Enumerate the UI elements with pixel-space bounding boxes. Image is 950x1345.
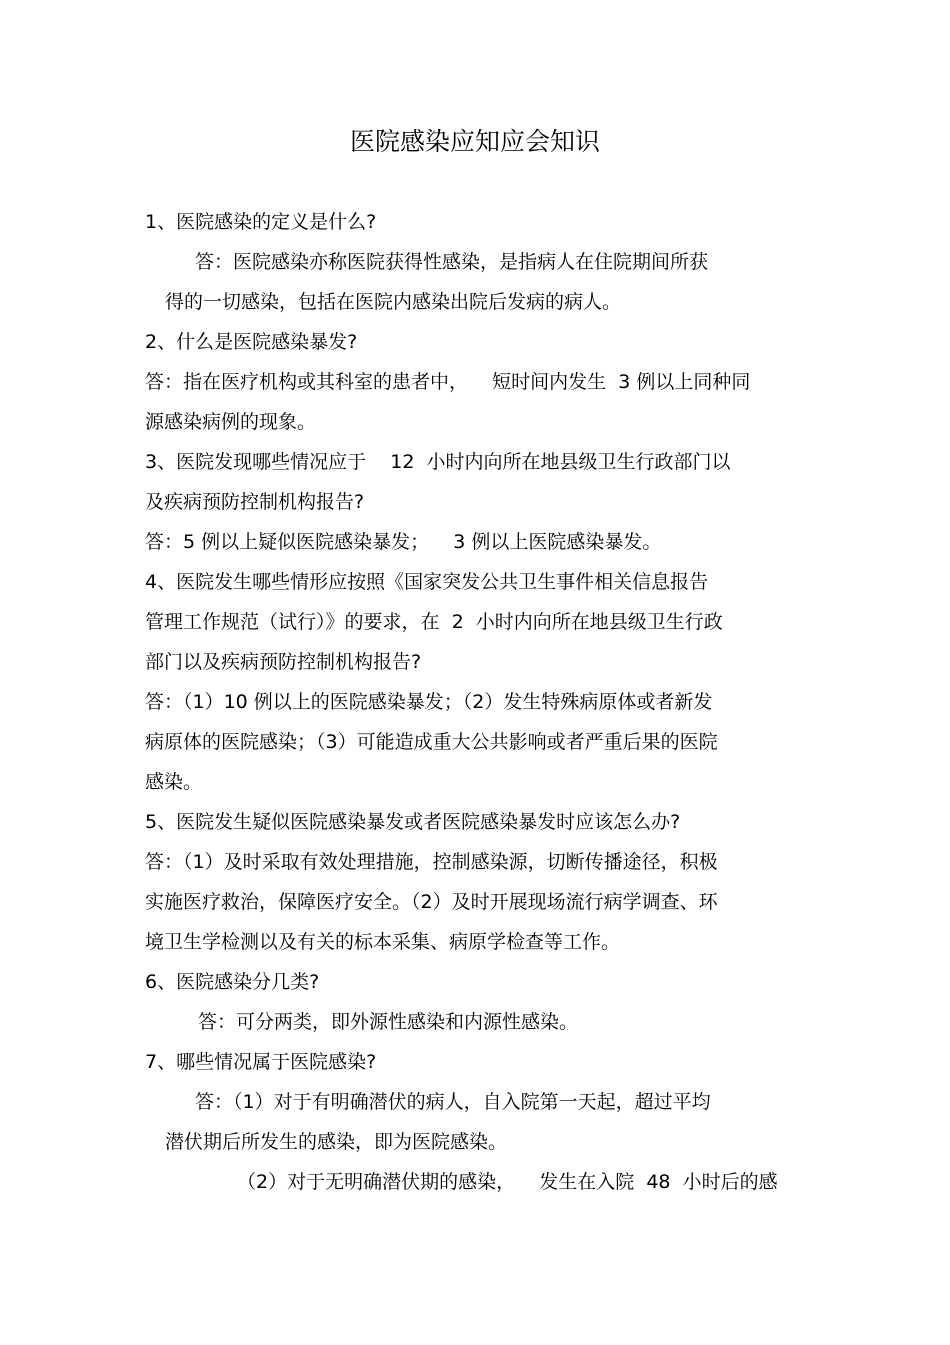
- answer-6: 答：可分两类，即外源性感染和内源性感染。: [198, 1011, 579, 1033]
- answer-3: 答：5 例以上疑似医院感染暴发； 3 例以上医院感染暴发。: [145, 531, 662, 553]
- answer-5-line-2: 实施医疗救治，保障医疗安全。（2）及时开展现场流行病学调查、环: [145, 891, 718, 913]
- question-4-line-1: 4、医院发生哪些情形应按照《国家突发公共卫生事件相关信息报告: [145, 571, 709, 593]
- answer-4-line-3: 感染。: [145, 771, 203, 793]
- answer-7-line-1: 答：（1）对于有明确潜伏的病人，自入院第一天起，超过平均: [195, 1091, 711, 1113]
- question-6: 6、医院感染分几类?: [145, 971, 320, 993]
- question-7: 7、哪些情况属于医院感染?: [145, 1051, 377, 1073]
- question-4-line-2: 管理工作规范（试行）》的要求，在 2 小时内向所在地县级卫生行政: [145, 611, 723, 633]
- question-1: 1、医院感染的定义是什么?: [145, 211, 377, 233]
- answer-5-line-3: 境卫生学检测以及有关的标本采集、病原学检查等工作。: [145, 931, 621, 953]
- question-3-line-2: 及疾病预防控制机构报告?: [145, 491, 365, 513]
- answer-1-line-2: 得的一切感染，包括在医院内感染出院后发病的病人。: [165, 291, 622, 313]
- page-title: 医院感染应知应会知识: [349, 127, 600, 156]
- answer-5-line-1: 答：（1）及时采取有效处理措施，控制感染源，切断传播途径，积极: [145, 851, 718, 873]
- question-2: 2、什么是医院感染暴发?: [145, 331, 358, 353]
- answer-4-line-1: 答：（1）10 例以上的医院感染暴发；（2）发生特殊病原体或者新发: [145, 691, 713, 713]
- answer-7-line-3: （2）对于无明确潜伏期的感染， 发生在入院 48 小时后的感: [237, 1171, 778, 1193]
- question-5: 5、医院发生疑似医院感染暴发或者医院感染暴发时应该怎么办?: [145, 811, 681, 833]
- answer-2-line-2: 源感染病例的现象。: [145, 411, 317, 433]
- answer-7-line-2: 潜伏期后所发生的感染，即为医院感染。: [165, 1131, 508, 1153]
- question-4-line-3: 部门以及疾病预防控制机构报告?: [145, 651, 422, 673]
- answer-1-line-1: 答：医院感染亦称医院获得性感染，是指病人在住院期间所获: [195, 251, 709, 273]
- answer-4-line-2: 病原体的医院感染；（3）可能造成重大公共影响或者严重后果的医院: [145, 731, 718, 753]
- answer-2-line-1: 答：指在医疗机构或其科室的患者中， 短时间内发生 3 例以上同种同: [145, 371, 751, 393]
- question-3-line-1: 3、医院发现哪些情况应于 12 小时内向所在地县级卫生行政部门以: [145, 451, 731, 473]
